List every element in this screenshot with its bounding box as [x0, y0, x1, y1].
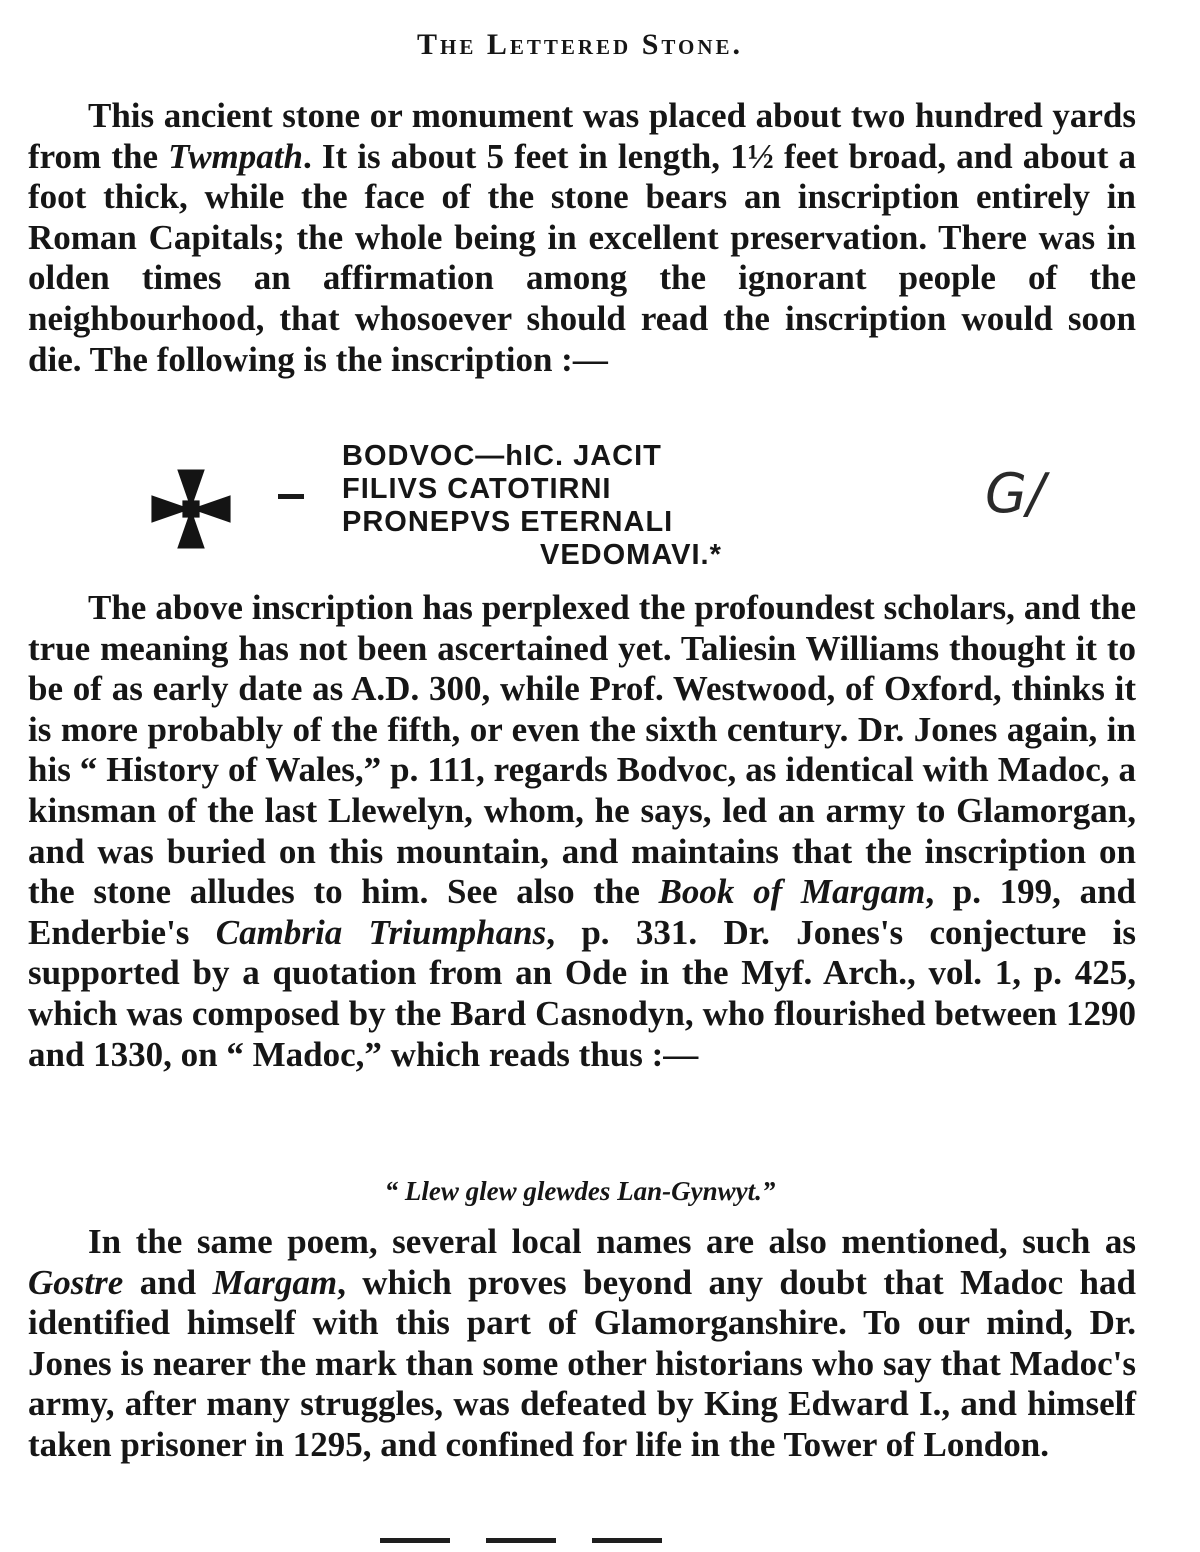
inscription-dash [278, 494, 304, 499]
inscription-line-4: VEDOMAVI.* [540, 539, 722, 571]
p1-text-a: This ancient stone or monument was placed about two hundred yards from the [28, 96, 1136, 176]
p2-italic-cambria-triumphans: Cambria Triumphans [215, 912, 547, 952]
paragraph-madoc [28, 1222, 1136, 1466]
handwritten-note: G/ [985, 462, 1046, 525]
p2-text-b: , p. 199, and Enderbie's [28, 872, 1136, 952]
paragraph-scholarship [28, 588, 1136, 1075]
p1-italic-twmpath: Twmpath [168, 136, 303, 176]
page-title: The Lettered Stone. [416, 28, 744, 61]
p3-text-c: , which proves beyond any doubt that Madoc had identified himself with this part of Glamorganshire. To our mind, Dr. Jones is nearer the mark than some other historians who say that Madoc's army, after many struggles, was defeated by King Edward I., and himself taken prisoner in 1295, and confined for life in the Tower of London. [28, 1262, 1136, 1464]
cut-off-next-heading [380, 1538, 720, 1552]
cross-pattee-icon [148, 466, 234, 552]
inscription-block [342, 440, 722, 572]
paragraph-stone-description [28, 96, 1136, 380]
p2-italic-book-of-margam: Book of Margam [658, 872, 926, 912]
inscription-line-1: BODVOC—hIC. JACIT [342, 440, 662, 472]
p2-text-a: The above inscription has perplexed the profoundest scholars, and the true meaning has not been ascertained yet. Taliesin Williams thought it to be of as early date as A.D. 300, while Prof. Westwood, of Oxford, thinks it is more probably of the fifth, or even the sixth century. Dr. Jones again, in his “ History of Wales,” p. 111, regards Bodvoc, as identical with Madoc, a kinsman of the last Llewelyn, whom, he says, led an army to Glamorgan, and was buried on this mountain, and maintains that the inscription on the stone alludes to him. See also the [28, 588, 1136, 912]
p3-italic-margam: Margam [212, 1262, 338, 1302]
p3-text-a: In the same poem, several local names are also mentioned, such as [88, 1222, 1136, 1261]
inscription-line-3: PRONEPVS ETERNALI [342, 506, 674, 538]
ode-quotation: “ Llew glew glewdes Lan-Gynwyt.” [384, 1176, 776, 1206]
p3-italic-gostre: Gostre [28, 1262, 124, 1302]
p1-text-b: . It is about 5 feet in length, 1½ feet broad, and about a foot thick, while the face of the stone bears an inscription entirely in Roman Capitals; the whole being in excellent preservation. There was in olden times an affirmation among the ignorant people of the neighbourhood, that whosoever should read the inscription would soon die. The following is the inscription :— [28, 136, 1136, 379]
p2-text-c: , p. 331. Dr. Jones's conjecture is supported by a quotation from an Ode in the Myf. Arch., vol. 1, p. 425, which was composed by the Bard Casnodyn, who flourished between 1290 and 1330, on “ Madoc,” which reads thus :— [28, 912, 1136, 1074]
p3-text-b: and [123, 1262, 213, 1302]
inscription-line-2: FILIVS CATOTIRNI [342, 473, 612, 505]
